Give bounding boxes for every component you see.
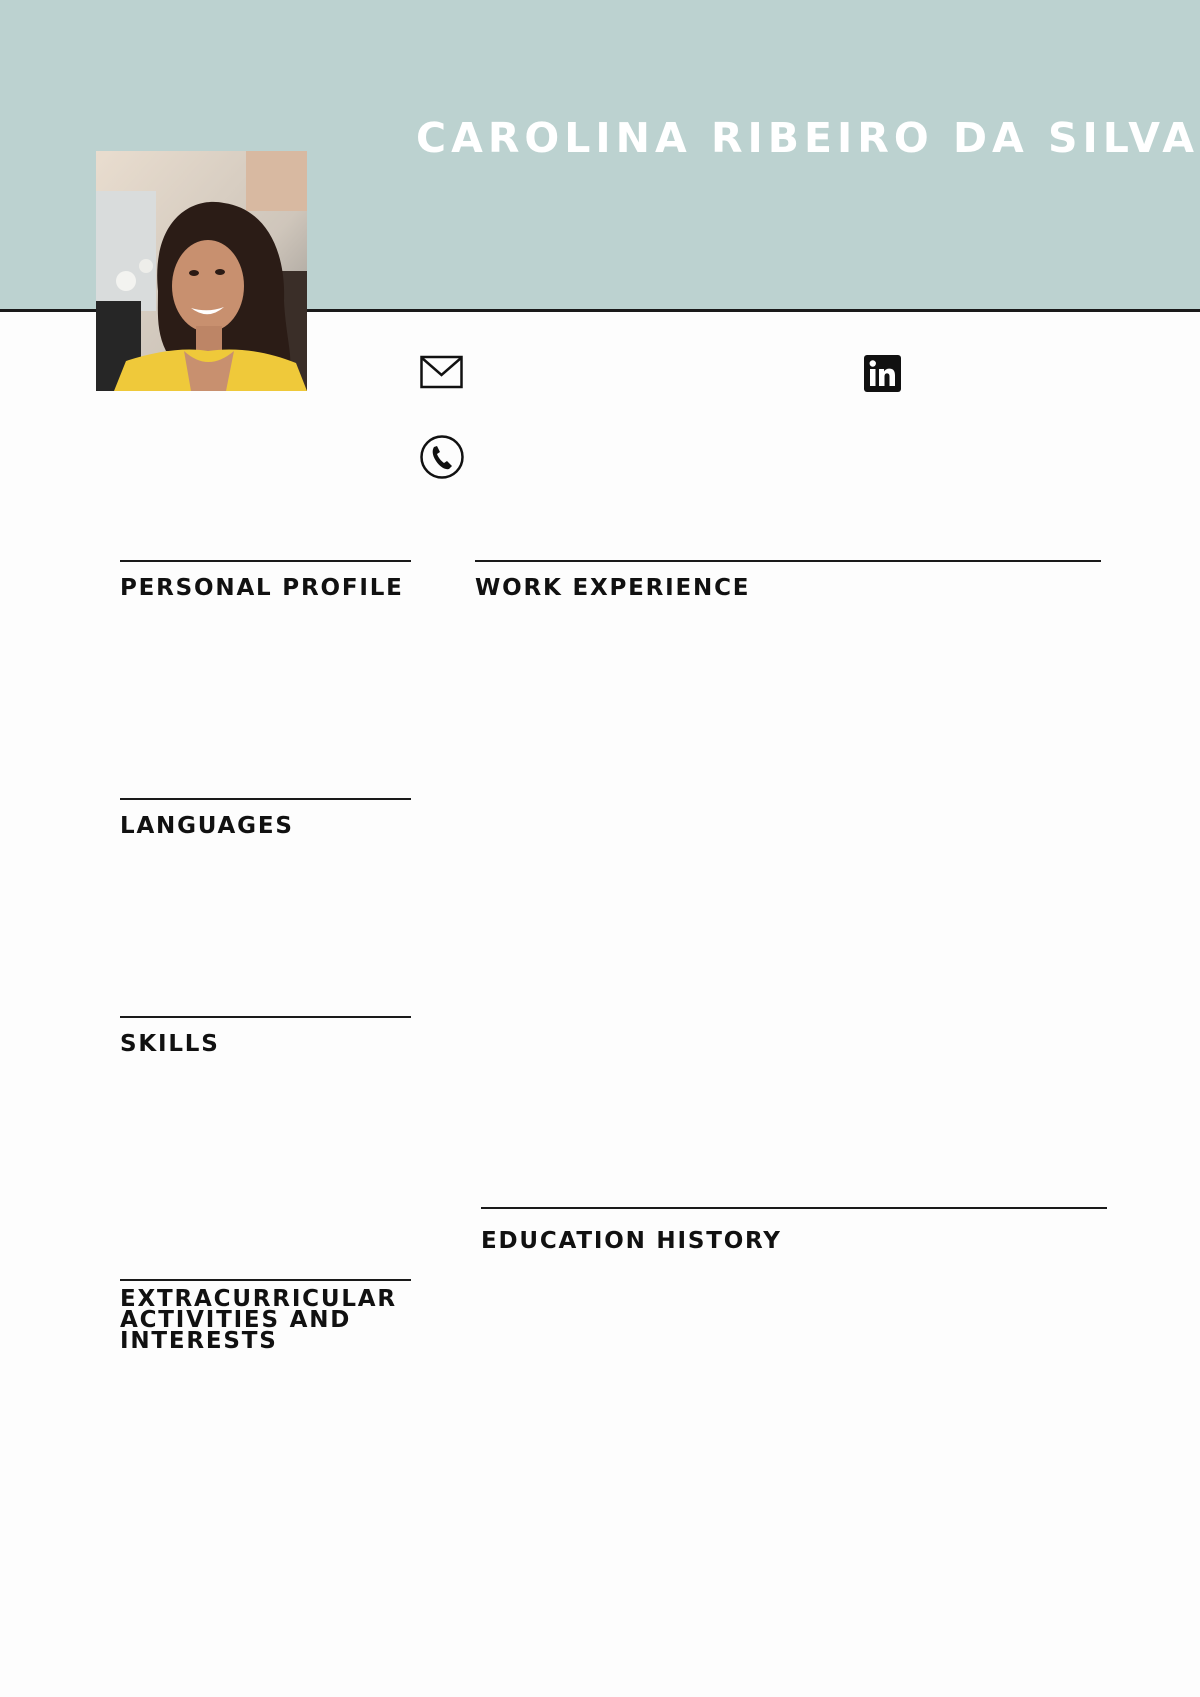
- languages-section: [120, 798, 411, 837]
- phone-icon[interactable]: [419, 434, 465, 484]
- section-rule: [120, 1016, 411, 1018]
- personal-profile-title: PERSONAL PROFILE: [120, 575, 404, 601]
- work-experience-section: [475, 560, 1101, 599]
- candidate-name: CAROLINA RIBEIRO DA SILVA: [416, 114, 1199, 162]
- email-icon[interactable]: [420, 355, 463, 394]
- skills-title: SKILLS: [120, 1031, 220, 1057]
- section-rule: [120, 560, 411, 562]
- skills-section: [120, 1016, 411, 1055]
- education-history-section: [481, 1207, 1107, 1252]
- profile-photo: [96, 151, 307, 391]
- languages-title: LANGUAGES: [120, 813, 294, 839]
- education-history-title: EDUCATION HISTORY: [481, 1228, 782, 1254]
- section-rule: [120, 1279, 411, 1281]
- linkedin-icon[interactable]: [864, 355, 901, 396]
- section-rule: [475, 560, 1101, 562]
- work-experience-title: WORK EXPERIENCE: [475, 575, 751, 601]
- section-rule: [120, 798, 411, 800]
- extracurricular-section: [120, 1279, 411, 1352]
- section-rule: [481, 1207, 1107, 1209]
- extracurricular-title: EXTRACURRICULAR ACTIVITIES AND INTERESTS: [120, 1286, 397, 1354]
- personal-profile-section: [120, 560, 411, 599]
